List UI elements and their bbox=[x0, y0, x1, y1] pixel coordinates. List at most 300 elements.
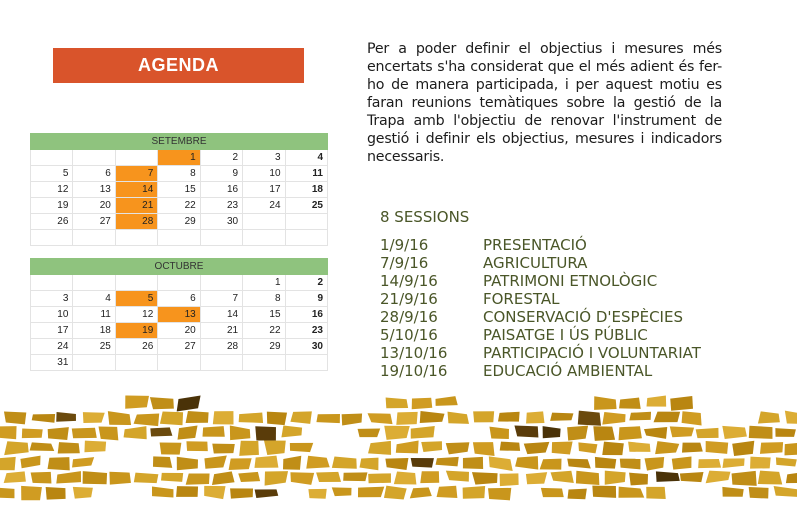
stone-tile bbox=[48, 457, 70, 470]
stone-tile bbox=[56, 471, 81, 483]
stone-tile bbox=[447, 412, 469, 424]
stone-tile bbox=[670, 396, 693, 411]
sessions-list bbox=[380, 236, 701, 380]
stone-tile bbox=[784, 442, 797, 455]
calendar-day-cell bbox=[73, 230, 115, 246]
calendar-month-header: OCTUBRE bbox=[31, 259, 328, 275]
stone-tile bbox=[602, 442, 624, 455]
stone-tile bbox=[360, 458, 379, 471]
calendar-day-cell: 25 bbox=[73, 339, 115, 355]
stone-tile bbox=[602, 412, 625, 425]
stone-tile bbox=[332, 487, 352, 496]
session-date: 21/9/16 bbox=[380, 290, 438, 308]
calendar-day-cell: 14 bbox=[200, 307, 242, 323]
stone-tile bbox=[578, 442, 597, 453]
stone-tile bbox=[308, 489, 326, 499]
stone-tile bbox=[160, 442, 182, 454]
intro-paragraph: Per a poder definir el objectius i mesures més encertats s'ha considerat que el més adient és fer-ho de manera participada, i per aquest motiu es faran reunions temàtiques sobre la gestió de la Trapa amb l'objectiu de renovar l'instrument de gestió i definir els objectius, mesures i indicadors necessaris. bbox=[367, 41, 722, 165]
calendar-day-cell: 23 bbox=[200, 198, 242, 214]
calendar-day-cell: 2 bbox=[285, 275, 327, 291]
calendar-day-cell bbox=[73, 150, 115, 166]
calendar-day-cell: 7 bbox=[115, 166, 157, 182]
stone-tile bbox=[412, 398, 433, 409]
stone-tile bbox=[785, 411, 797, 424]
stone-tile bbox=[134, 473, 159, 484]
stone-tile bbox=[758, 411, 780, 423]
calendar-day-cell bbox=[243, 230, 285, 246]
session-date: 19/10/16 bbox=[380, 362, 448, 380]
stone-tile bbox=[368, 413, 393, 424]
session-topic: PARTICIPACIÓ I VOLUNTARIAT bbox=[483, 344, 701, 362]
stone-tile bbox=[463, 486, 486, 499]
calendar-day-cell: 21 bbox=[115, 198, 157, 214]
stone-tile bbox=[108, 411, 131, 425]
stone-tile bbox=[72, 428, 97, 439]
calendar-day-cell: 19 bbox=[115, 323, 157, 339]
calendar-day-cell: 17 bbox=[31, 323, 73, 339]
stone-tile bbox=[722, 487, 743, 497]
calendar-day-cell: 6 bbox=[158, 291, 200, 307]
calendar-day-cell: 3 bbox=[243, 150, 285, 166]
calendar-day-cell bbox=[285, 230, 327, 246]
stone-tile bbox=[749, 487, 769, 498]
calendar-day-cell: 25 bbox=[285, 198, 327, 214]
calendar-day-cell: 4 bbox=[73, 291, 115, 307]
session-row bbox=[380, 326, 701, 344]
stone-tile bbox=[654, 412, 681, 423]
stone-tile bbox=[204, 456, 226, 469]
calendar-day-cell: 20 bbox=[73, 198, 115, 214]
stone-tile bbox=[0, 426, 17, 439]
stone-tile bbox=[488, 488, 511, 500]
stone-tile bbox=[396, 412, 417, 425]
stone-tile bbox=[680, 472, 704, 482]
stone-tile bbox=[620, 459, 641, 470]
stone-tile bbox=[204, 486, 225, 499]
calendar-month-header: SETEMBRE bbox=[31, 134, 328, 150]
session-date: 28/9/16 bbox=[380, 308, 438, 326]
stone-tile bbox=[568, 489, 587, 500]
stone-tile bbox=[628, 442, 650, 452]
stone-tile bbox=[177, 457, 198, 471]
stone-tile bbox=[437, 486, 458, 498]
stone-tile bbox=[150, 397, 174, 409]
calendar-day-cell: 5 bbox=[115, 291, 157, 307]
calendar-day-cell bbox=[285, 214, 327, 230]
calendar-day-cell: 6 bbox=[73, 166, 115, 182]
stone-tile bbox=[420, 411, 445, 423]
stone-tile bbox=[186, 473, 210, 484]
stone-tile bbox=[255, 426, 276, 440]
stone-tile bbox=[515, 456, 538, 469]
calendar-day-cell: 23 bbox=[285, 323, 327, 339]
session-date: 7/9/16 bbox=[380, 254, 429, 272]
calendar-day-cell bbox=[243, 355, 285, 371]
stone-tile bbox=[436, 457, 459, 467]
stone-tile bbox=[32, 414, 55, 423]
calendar-day-cell bbox=[115, 150, 157, 166]
calendar-day-cell: 11 bbox=[285, 166, 327, 182]
calendar-day-cell: 22 bbox=[158, 198, 200, 214]
stone-tile bbox=[332, 457, 357, 469]
stone-tile bbox=[384, 486, 407, 500]
calendar-week-row bbox=[31, 198, 328, 214]
stone-tile bbox=[316, 414, 340, 423]
stone-tile bbox=[524, 442, 550, 454]
stone-tile bbox=[682, 443, 703, 453]
calendar-day-cell bbox=[200, 275, 242, 291]
stone-tile bbox=[150, 427, 172, 436]
calendar-day-cell: 22 bbox=[243, 323, 285, 339]
stone-tile bbox=[732, 441, 754, 456]
stone-tile bbox=[706, 471, 731, 484]
calendar-day-cell: 8 bbox=[158, 166, 200, 182]
stone-tile bbox=[732, 471, 757, 486]
calendar-day-cell bbox=[31, 150, 73, 166]
stone-tile bbox=[31, 472, 52, 484]
calendar-week-row bbox=[31, 291, 328, 307]
calendar-day-cell: 13 bbox=[73, 182, 115, 198]
stone-tile bbox=[706, 441, 729, 454]
stone-tile bbox=[186, 411, 209, 423]
calendar-day-cell: 8 bbox=[243, 291, 285, 307]
stone-tile bbox=[500, 442, 520, 451]
session-row bbox=[380, 290, 701, 308]
stone-tile bbox=[619, 398, 641, 409]
calendar-day-cell bbox=[115, 355, 157, 371]
calendar-week-row bbox=[31, 214, 328, 230]
stone-tile bbox=[267, 412, 287, 425]
stone-tile bbox=[306, 456, 329, 469]
stone-tile bbox=[463, 457, 483, 469]
calendar-day-cell: 4 bbox=[285, 150, 327, 166]
stone-tile bbox=[543, 426, 561, 438]
stone-tile bbox=[0, 457, 16, 470]
stone-tile bbox=[177, 396, 201, 412]
stone-tile bbox=[134, 414, 160, 427]
stone-tile bbox=[775, 428, 796, 437]
stone-tile bbox=[618, 487, 644, 498]
calendar-day-cell: 24 bbox=[243, 198, 285, 214]
stone-tile bbox=[178, 426, 198, 440]
stone-tile bbox=[498, 412, 520, 422]
calendar-day-cell: 15 bbox=[243, 307, 285, 323]
stone-tile bbox=[421, 441, 442, 452]
stone-tile bbox=[343, 472, 367, 481]
calendar-week-row bbox=[31, 339, 328, 355]
sessions-title: 8 SESSIONS bbox=[380, 208, 470, 226]
stone-tile bbox=[386, 398, 409, 409]
stone-tile bbox=[645, 457, 665, 471]
calendar-day-cell: 3 bbox=[31, 291, 73, 307]
calendar-day-cell: 16 bbox=[285, 307, 327, 323]
stone-tile bbox=[152, 486, 173, 497]
session-row bbox=[380, 272, 701, 290]
session-topic: PAISATGE I ÚS PÚBLIC bbox=[483, 326, 648, 344]
calendar-day-cell: 21 bbox=[200, 323, 242, 339]
calendar-day-cell: 7 bbox=[200, 291, 242, 307]
dry-stone-wall-mosaic-icon bbox=[0, 386, 797, 506]
stone-tile bbox=[160, 412, 183, 426]
stone-tile bbox=[594, 396, 616, 410]
stone-tile bbox=[647, 396, 667, 407]
stone-tile bbox=[698, 459, 721, 468]
stone-tile bbox=[4, 471, 26, 483]
calendar-day-cell bbox=[158, 275, 200, 291]
calendar-day-cell bbox=[115, 230, 157, 246]
stone-tile bbox=[436, 396, 458, 406]
calendar-day-cell bbox=[243, 214, 285, 230]
stone-tile bbox=[473, 442, 495, 456]
calendar-day-cell: 10 bbox=[31, 307, 73, 323]
session-row bbox=[380, 344, 701, 362]
stone-tile bbox=[98, 426, 118, 440]
stone-tile bbox=[124, 426, 147, 439]
stone-tile bbox=[489, 456, 513, 471]
calendar-day-cell: 11 bbox=[73, 307, 115, 323]
stone-tile bbox=[4, 441, 29, 455]
stone-tile bbox=[153, 456, 172, 467]
stone-tile bbox=[265, 471, 288, 486]
stone-tile bbox=[230, 426, 250, 441]
calendar-week-row bbox=[31, 230, 328, 246]
stone-tile bbox=[472, 472, 498, 484]
stone-tile bbox=[670, 426, 694, 437]
calendar-day-cell: 20 bbox=[158, 323, 200, 339]
stone-tile bbox=[500, 473, 519, 486]
stone-tile bbox=[73, 487, 93, 499]
calendar-day-cell: 27 bbox=[73, 214, 115, 230]
calendar-week-row bbox=[31, 166, 328, 182]
stone-tile bbox=[255, 489, 279, 498]
stone-tile bbox=[161, 473, 183, 482]
stone-tile bbox=[290, 411, 311, 423]
calendar-day-cell bbox=[158, 230, 200, 246]
session-date: 14/9/16 bbox=[380, 272, 438, 290]
session-topic: CONSERVACIÓ D'ESPÈCIES bbox=[483, 308, 683, 326]
calendar-day-cell: 18 bbox=[73, 323, 115, 339]
session-row bbox=[380, 254, 701, 272]
stone-tile bbox=[368, 441, 391, 455]
stone-tile bbox=[316, 472, 341, 482]
stone-tile bbox=[526, 411, 544, 423]
calendar-day-cell: 13 bbox=[158, 307, 200, 323]
calendar-day-cell bbox=[200, 355, 242, 371]
stone-tile bbox=[264, 441, 286, 455]
stone-tile bbox=[213, 411, 234, 424]
stone-tile bbox=[239, 413, 263, 423]
calendar-week-row bbox=[31, 323, 328, 339]
stone-tile bbox=[619, 426, 642, 440]
calendar-day-cell: 17 bbox=[243, 182, 285, 198]
stone-tile bbox=[644, 427, 667, 439]
stone-tile bbox=[629, 412, 651, 421]
stone-tile bbox=[230, 488, 253, 498]
stone-tile bbox=[83, 412, 105, 423]
stone-tile bbox=[20, 456, 40, 469]
stone-tile bbox=[290, 472, 314, 485]
calendar-day-cell bbox=[200, 230, 242, 246]
calendar-day-cell: 10 bbox=[243, 166, 285, 182]
calendar-day-cell: 2 bbox=[200, 150, 242, 166]
stone-tile bbox=[394, 471, 417, 484]
stone-tile bbox=[342, 414, 362, 426]
calendar-week-row bbox=[31, 307, 328, 323]
stone-tile bbox=[758, 471, 782, 485]
session-row bbox=[380, 308, 701, 326]
stone-tile bbox=[646, 487, 665, 499]
calendar-day-cell bbox=[31, 275, 73, 291]
stone-tile bbox=[672, 456, 692, 469]
stone-tile bbox=[578, 411, 601, 426]
stone-tile bbox=[358, 487, 384, 498]
stone-tile bbox=[186, 441, 207, 451]
stone-tile bbox=[290, 443, 313, 452]
stone-tile bbox=[696, 428, 719, 438]
stone-tile bbox=[446, 442, 470, 454]
stone-tile bbox=[526, 472, 547, 484]
calendar-day-cell: 31 bbox=[31, 355, 73, 371]
stone-tile bbox=[629, 473, 648, 486]
calendar-week-row bbox=[31, 150, 328, 166]
session-topic: FORESTAL bbox=[483, 290, 560, 308]
stone-tile bbox=[212, 471, 235, 485]
calendar-day-cell: 9 bbox=[200, 166, 242, 182]
calendar-day-cell: 30 bbox=[285, 339, 327, 355]
calendar-day-cell: 19 bbox=[31, 198, 73, 214]
stone-tile bbox=[682, 411, 702, 425]
stone-tile bbox=[30, 442, 55, 451]
calendar-day-cell: 9 bbox=[285, 291, 327, 307]
calendar-octubre bbox=[30, 258, 328, 371]
calendar-week-row bbox=[31, 275, 328, 291]
calendar-day-cell bbox=[31, 230, 73, 246]
session-topic: EDUCACIÓ AMBIENTAL bbox=[483, 362, 653, 380]
session-topic: PATRIMONI ETNOLÒGIC bbox=[483, 272, 658, 290]
stone-tile bbox=[83, 471, 107, 484]
session-row bbox=[380, 362, 701, 380]
stone-tile bbox=[46, 487, 66, 500]
calendar-day-cell: 28 bbox=[115, 214, 157, 230]
calendar-day-cell bbox=[285, 355, 327, 371]
stone-tile bbox=[605, 471, 626, 485]
stone-tile bbox=[420, 471, 439, 483]
stone-tile bbox=[358, 429, 381, 438]
calendar-day-cell: 1 bbox=[158, 150, 200, 166]
stone-tile bbox=[212, 444, 235, 454]
stone-tile bbox=[567, 459, 591, 469]
stone-tile bbox=[125, 396, 149, 409]
stone-tile bbox=[551, 471, 574, 483]
stone-tile bbox=[473, 411, 494, 422]
stone-tile bbox=[48, 427, 69, 440]
stone-tile bbox=[176, 486, 198, 497]
calendar-day-cell: 29 bbox=[243, 339, 285, 355]
calendar-day-cell: 24 bbox=[31, 339, 73, 355]
stone-tile bbox=[567, 426, 588, 441]
calendar-day-cell: 14 bbox=[115, 182, 157, 198]
stone-tile bbox=[750, 457, 771, 469]
agenda-banner bbox=[53, 48, 304, 83]
stone-tile bbox=[776, 457, 797, 466]
calendar-setembre bbox=[30, 133, 328, 246]
stone-tile bbox=[576, 471, 599, 485]
stone-tile bbox=[396, 441, 419, 454]
calendar-day-cell: 1 bbox=[243, 275, 285, 291]
stone-tile bbox=[22, 428, 43, 438]
stone-tile bbox=[384, 426, 409, 440]
stone-tile bbox=[410, 487, 432, 498]
calendar-day-cell: 18 bbox=[285, 182, 327, 198]
calendar-day-cell: 5 bbox=[31, 166, 73, 182]
stone-tile bbox=[283, 456, 301, 470]
stone-tile bbox=[655, 441, 679, 454]
calendar-day-cell: 28 bbox=[200, 339, 242, 355]
stone-tile bbox=[540, 459, 562, 470]
stone-tile bbox=[385, 458, 408, 470]
stone-tile bbox=[749, 426, 773, 439]
calendar-day-cell: 30 bbox=[200, 214, 242, 230]
stone-tile bbox=[0, 487, 14, 498]
stone-tile bbox=[656, 471, 680, 482]
stone-tile bbox=[489, 427, 509, 439]
calendar-day-cell bbox=[73, 355, 115, 371]
stone-tile bbox=[109, 472, 130, 485]
stone-tile bbox=[722, 458, 744, 468]
stone-tile bbox=[21, 486, 42, 500]
calendar-day-cell bbox=[73, 275, 115, 291]
stone-tile bbox=[239, 441, 259, 456]
stone-tile bbox=[58, 442, 80, 453]
calendar-day-cell bbox=[115, 275, 157, 291]
calendar-day-cell: 29 bbox=[158, 214, 200, 230]
stone-tile bbox=[229, 458, 252, 470]
session-topic: AGRICULTURA bbox=[483, 254, 588, 272]
session-date: 1/9/16 bbox=[380, 236, 429, 254]
stone-tile bbox=[595, 457, 616, 469]
stone-tile bbox=[72, 457, 94, 467]
stone-tile bbox=[4, 411, 26, 424]
stone-tile bbox=[550, 413, 573, 421]
stone-tile bbox=[202, 426, 224, 437]
calendar-day-cell: 26 bbox=[115, 339, 157, 355]
stone-tile bbox=[411, 426, 435, 439]
stone-tile bbox=[254, 456, 278, 468]
stone-tile bbox=[722, 426, 747, 439]
calendar-day-cell: 12 bbox=[31, 182, 73, 198]
session-row bbox=[380, 236, 701, 254]
stone-tile bbox=[56, 412, 76, 422]
stone-tile bbox=[368, 473, 391, 483]
stone-tile bbox=[281, 426, 302, 438]
session-date: 5/10/16 bbox=[380, 326, 438, 344]
stone-tile bbox=[593, 426, 615, 441]
stone-tile bbox=[552, 442, 573, 455]
calendar-week-row bbox=[31, 355, 328, 371]
calendar-day-cell bbox=[158, 355, 200, 371]
agenda-title: AGENDA bbox=[137, 55, 219, 75]
stone-tile bbox=[238, 472, 260, 482]
stone-tile bbox=[774, 486, 797, 497]
session-date: 13/10/16 bbox=[380, 344, 448, 362]
calendar-day-cell: 12 bbox=[115, 307, 157, 323]
stone-tile bbox=[84, 441, 106, 453]
stone-tile bbox=[514, 426, 538, 438]
stone-tile bbox=[541, 488, 564, 497]
stone-tile bbox=[446, 471, 469, 482]
stone-tile bbox=[786, 472, 797, 484]
calendar-day-cell: 27 bbox=[158, 339, 200, 355]
